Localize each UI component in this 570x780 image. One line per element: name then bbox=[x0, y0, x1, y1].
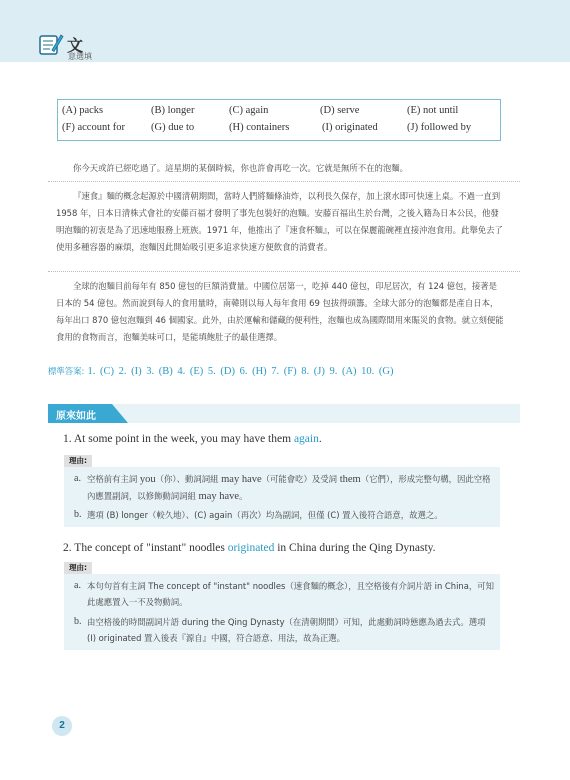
reason-item: a. 空格前有主詞 you（你）、動詞詞組 may have（可能會吃）及受詞 them（它們），形成完整句構，因此空格內應置副詞，以修飾動詞詞組 may have。 bbox=[74, 473, 491, 502]
reason-box-2 bbox=[64, 574, 500, 650]
question-1-answer: again bbox=[293, 433, 319, 445]
section-title: 文 bbox=[67, 36, 84, 55]
option-j: (J) followed by bbox=[407, 122, 472, 133]
reason-item: a. 本句句首有主詞 The concept of "instant" noodles（速食麵的概念），且空格後有介詞片語 in China，可知此處應置入一不及物動詞。 bbox=[74, 580, 494, 607]
notebook-pen-icon bbox=[38, 32, 64, 56]
passage-paragraph-2: 『速食』麵的概念起源於中國清朝期間，當時人們將麵條油炸，以利長久保存，加上滾水即可快速上桌。不過一直到 1958 年，日本日清株式會社的安藤百福才發明了事先包裝好的泡麵。安藤百福出生於台灣，之後入籍為日本公民，他發明泡麵的初衷是為了迅速地服務上班族。1971 年，他推出了『速食杯麵』，可以在保麗龍碗裡直接沖泡食用。此舉免去了使用多種容器的麻煩，泡麵因此開始吸引更多追求快速方便飲食的消費者。 bbox=[56, 191, 503, 252]
option-b: (B) longer bbox=[151, 105, 195, 116]
section-banner bbox=[48, 404, 520, 423]
passage-paragraph-3: 全球的泡麵目前每年有 850 億包的巨額消費量。中國位居第一，吃掉 440 億包，印尼居次，有 124 億包，接著是日本的 54 億包。然而說到每人的食用量時，南韓則以每人每年食用 69 包拔得頭籌。全球大部分的泡麵都是產自日本，每年出口 870 億包泡麵到 46 個國家。此外，由於運輸和儲藏的便利性，泡麵也成為國際間用來賑災的食物。就立刻便能食用的食物而言，泡麵美味可口，是能填飽肚子的最佳選擇。 bbox=[56, 281, 504, 342]
passage-paragraph-1: 你今天或許已經吃過了。這星期的某個時候，你也許會再吃一次。它就是無所不在的泡麵。 bbox=[73, 163, 408, 173]
option-i: (I) originated bbox=[322, 122, 378, 133]
option-a: (A) packs bbox=[62, 105, 104, 116]
reason-item: b. 由空格後的時間副詞片語 during the Qing Dynasty（在清朝期間）可知，此處動詞時態應為過去式。選項 (I) originated 置入後表『源自』中國，符合語意、用法，故為正選。 bbox=[74, 616, 486, 643]
divider bbox=[48, 271, 520, 272]
answer-key-list: 1. (C) 2. (I) 3. (B) 4. (E) 5. (D) 6. (H) 7. (F) 8. (J) 9. (A) 10. (G) bbox=[87, 366, 394, 377]
answer-key-label: 標準答案: bbox=[48, 366, 85, 376]
option-c: (C) again bbox=[229, 105, 269, 116]
option-f: (F) account for bbox=[62, 122, 125, 133]
section-subtitle: 意選填 bbox=[68, 52, 92, 61]
reason-label: 理由: bbox=[64, 455, 92, 467]
page-number: 2 bbox=[52, 716, 72, 736]
banner-label: 原來如此 bbox=[56, 411, 96, 422]
question-1: 1. At some point in the week, you may have them again. bbox=[63, 433, 322, 445]
reason-label: 理由: bbox=[64, 562, 92, 574]
option-d: (D) serve bbox=[320, 105, 360, 116]
reason-item: b. 選項 (B) longer（較久地）、(C) again（再次）均為副詞，但僅 (C) 置入後符合語意，故選之。 bbox=[74, 509, 443, 520]
question-2: 2. The concept of "instant" noodles originated in China during the Qing Dynasty. bbox=[63, 542, 436, 554]
option-g: (G) due to bbox=[151, 122, 195, 133]
option-h: (H) containers bbox=[229, 122, 290, 133]
divider bbox=[48, 181, 520, 182]
word-options-box bbox=[57, 99, 501, 141]
option-e: (E) not until bbox=[407, 105, 459, 116]
reason-box-1 bbox=[64, 467, 500, 527]
question-2-answer: originated bbox=[227, 542, 275, 554]
answer-key bbox=[48, 365, 394, 377]
